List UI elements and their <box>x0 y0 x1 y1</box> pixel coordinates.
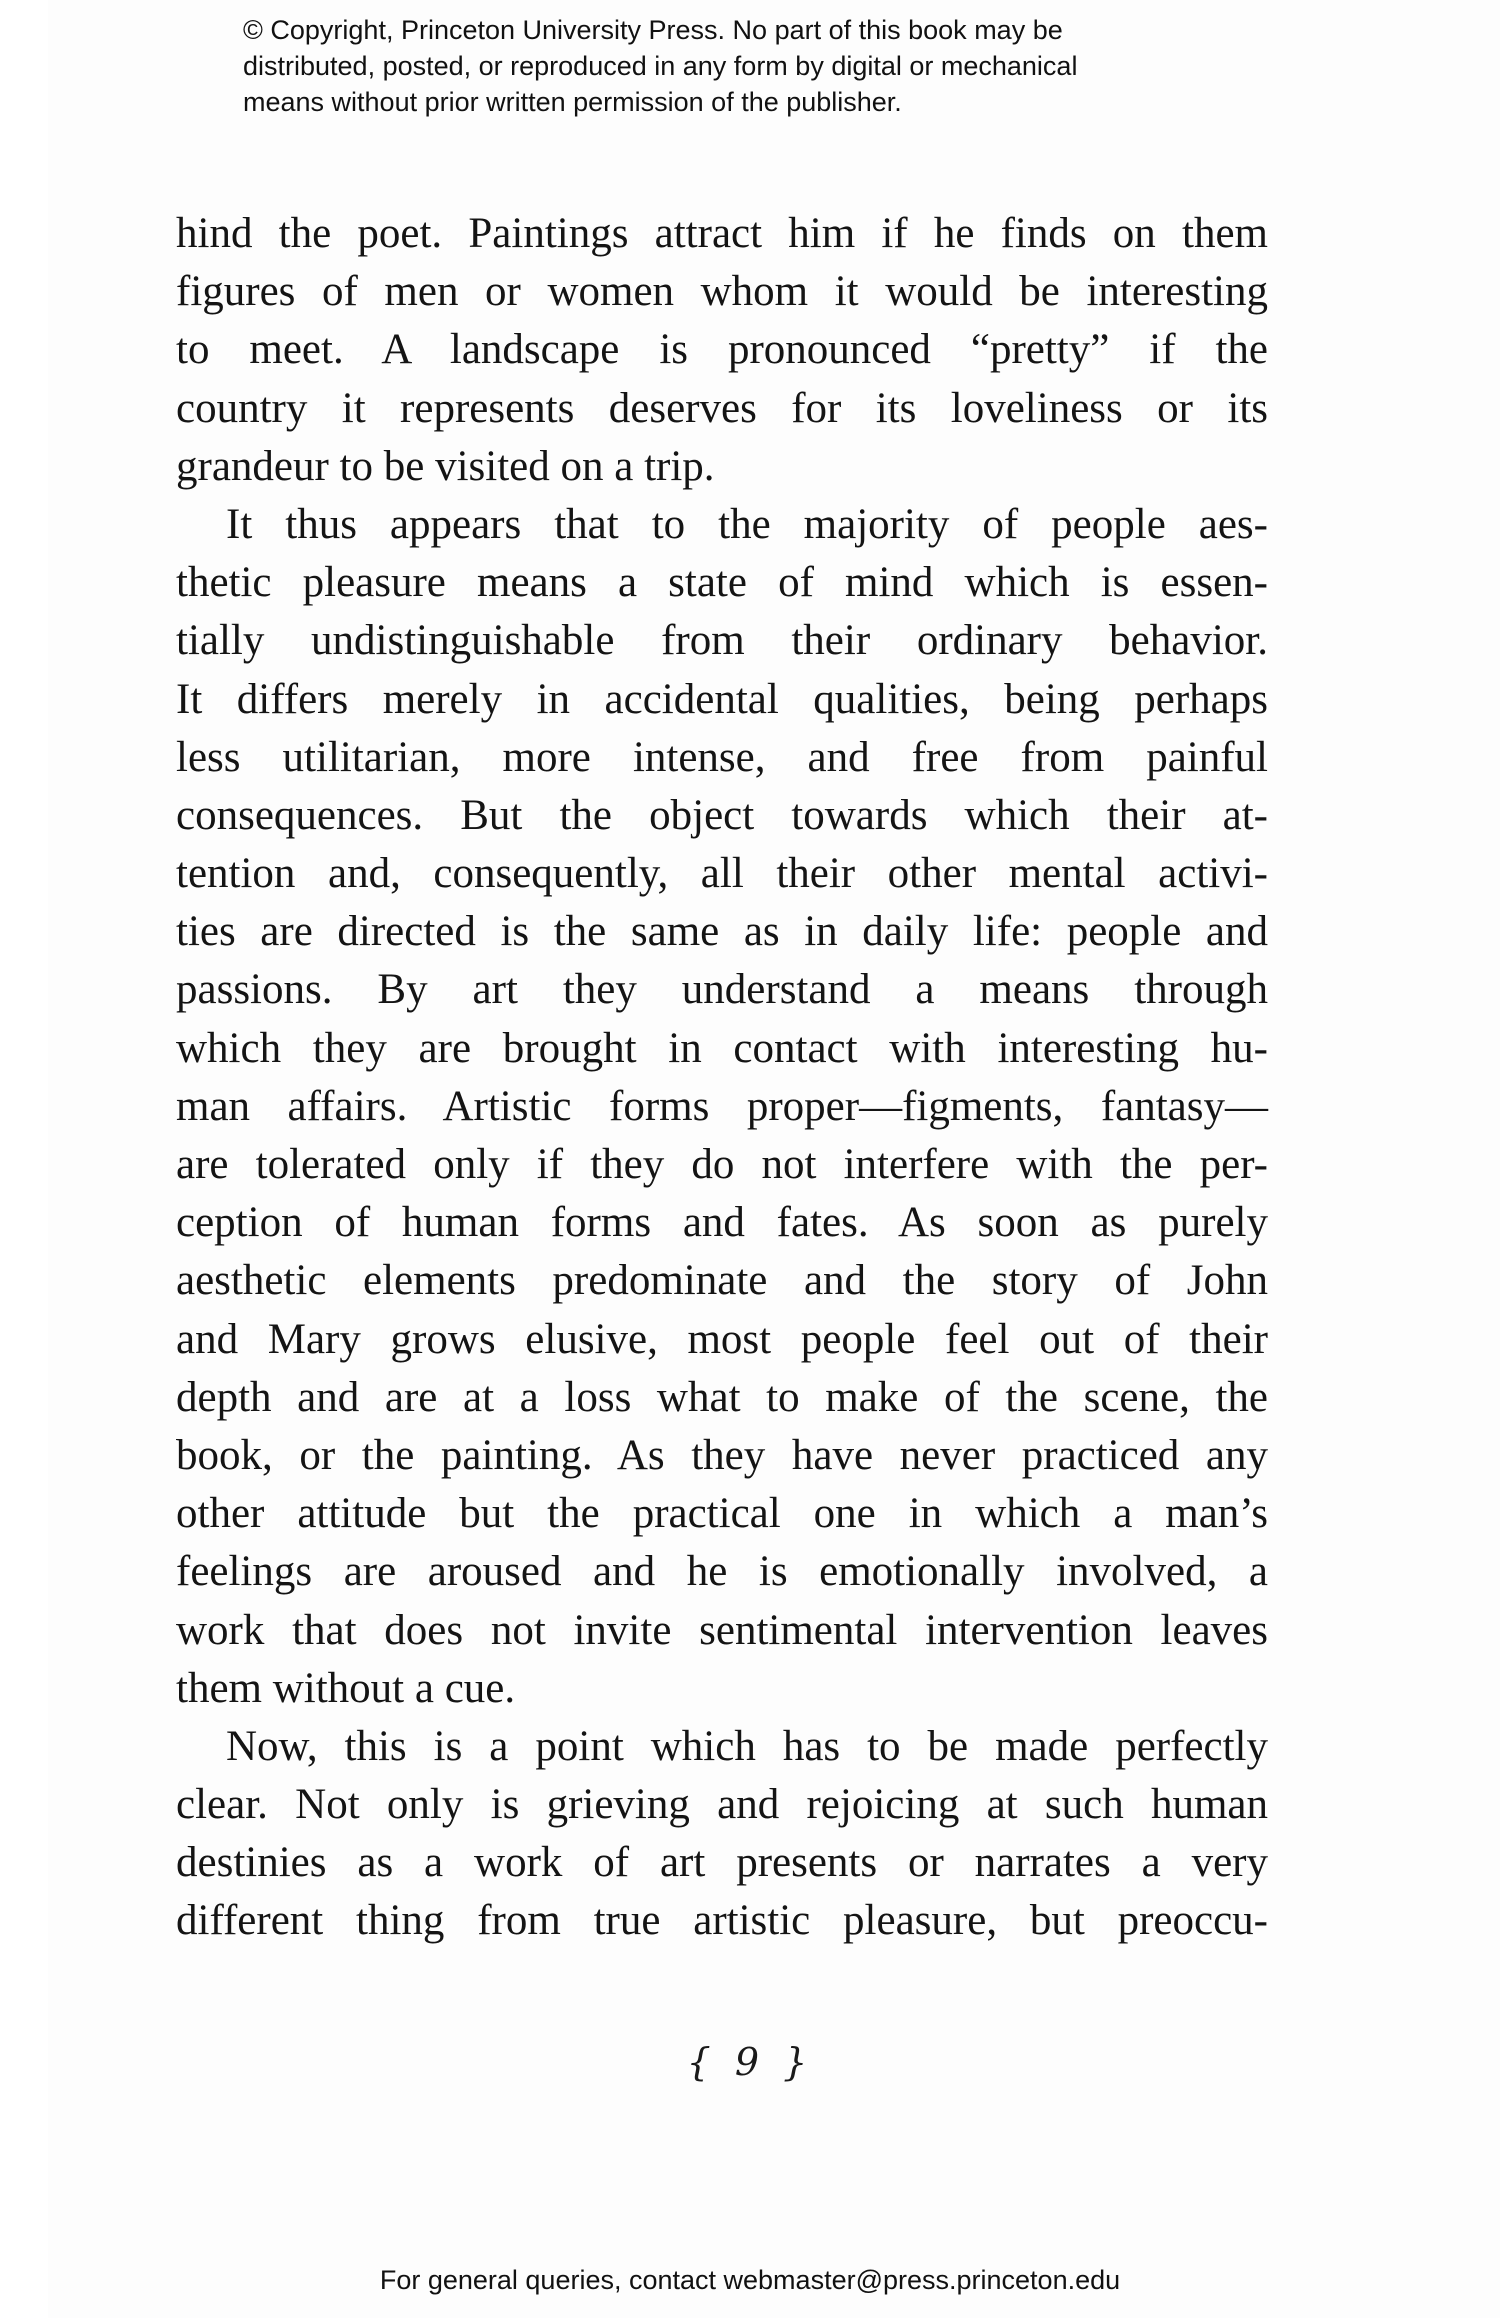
footer-contact: For general queries, contact webmaster@press.princeton.edu <box>379 2265 1121 2295</box>
text-line: hind the poet. Paintings attract him if he finds on them <box>176 210 1268 257</box>
text-line: destinies as a work of art presents or narrates a very <box>176 1839 1268 1887</box>
text-line: grandeur to be visited on a trip. <box>176 442 715 490</box>
page-number: { 9 } <box>686 2040 814 2084</box>
copyright-line: means without prior written permission of the publisher. <box>243 87 902 117</box>
copyright-line: © Copyright, Princeton University Press. No part of this book may be <box>243 15 1063 45</box>
text-line: country it represents deserves for its loveliness or its <box>176 384 1268 432</box>
text-line: thetic pleasure means a state of mind which is essen- <box>176 559 1268 607</box>
text-line: work that does not invite sentimental intervention leaves <box>176 1606 1268 1654</box>
text-line: to meet. A landscape is pronounced “pretty” if the <box>176 326 1268 374</box>
text-line: which they are brought in contact with interesting hu- <box>176 1024 1268 1072</box>
text-line: are tolerated only if they do not interfere with the per- <box>176 1141 1268 1188</box>
body-text <box>176 205 1268 1951</box>
copyright-notice <box>243 12 1293 120</box>
text-line: passions. By art they understand a means through <box>176 966 1268 1014</box>
scan-margin <box>0 0 48 2318</box>
text-line: book, or the painting. As they have never practiced any <box>176 1431 1268 1479</box>
text-line: tially undistinguishable from their ordinary behavior. <box>176 617 1268 665</box>
text-line: depth and are at a loss what to make of the scene, the <box>176 1373 1268 1421</box>
text-line: consequences. But the object towards which their at- <box>176 791 1268 839</box>
text-line: tention and, consequently, all their other mental activi- <box>176 850 1268 898</box>
text-line: ties are directed is the same as in daily life: people and <box>176 908 1268 956</box>
paragraph-start-line: It thus appears that to the majority of people aes- <box>226 500 1268 548</box>
text-line: figures of men or women whom it would be interesting <box>176 268 1268 316</box>
text-line: It differs merely in accidental qualities, being perhaps <box>176 675 1268 723</box>
text-line: less utilitarian, more intense, and free from painful <box>176 733 1268 781</box>
paragraph-start-line: Now, this is a point which has to be made perfectly <box>226 1722 1268 1770</box>
text-line: and Mary grows elusive, most people feel out of their <box>176 1315 1268 1363</box>
text-line: clear. Not only is grieving and rejoicing at such human <box>176 1781 1268 1829</box>
text-line: man affairs. Artistic forms proper—figments, fantasy— <box>176 1082 1268 1130</box>
text-line: ception of human forms and fates. As soon as purely <box>176 1199 1268 1247</box>
text-line: aesthetic elements predominate and the story of John <box>176 1257 1268 1305</box>
text-line: feelings are aroused and he is emotionally involved, a <box>176 1548 1268 1596</box>
copyright-line: distributed, posted, or reproduced in any form by digital or mechanical <box>243 51 1078 81</box>
text-line: different thing from true artistic pleasure, but preoccu- <box>176 1897 1268 1945</box>
text-line: them without a cue. <box>176 1664 516 1712</box>
text-line: other attitude but the practical one in which a man’s <box>176 1490 1268 1538</box>
